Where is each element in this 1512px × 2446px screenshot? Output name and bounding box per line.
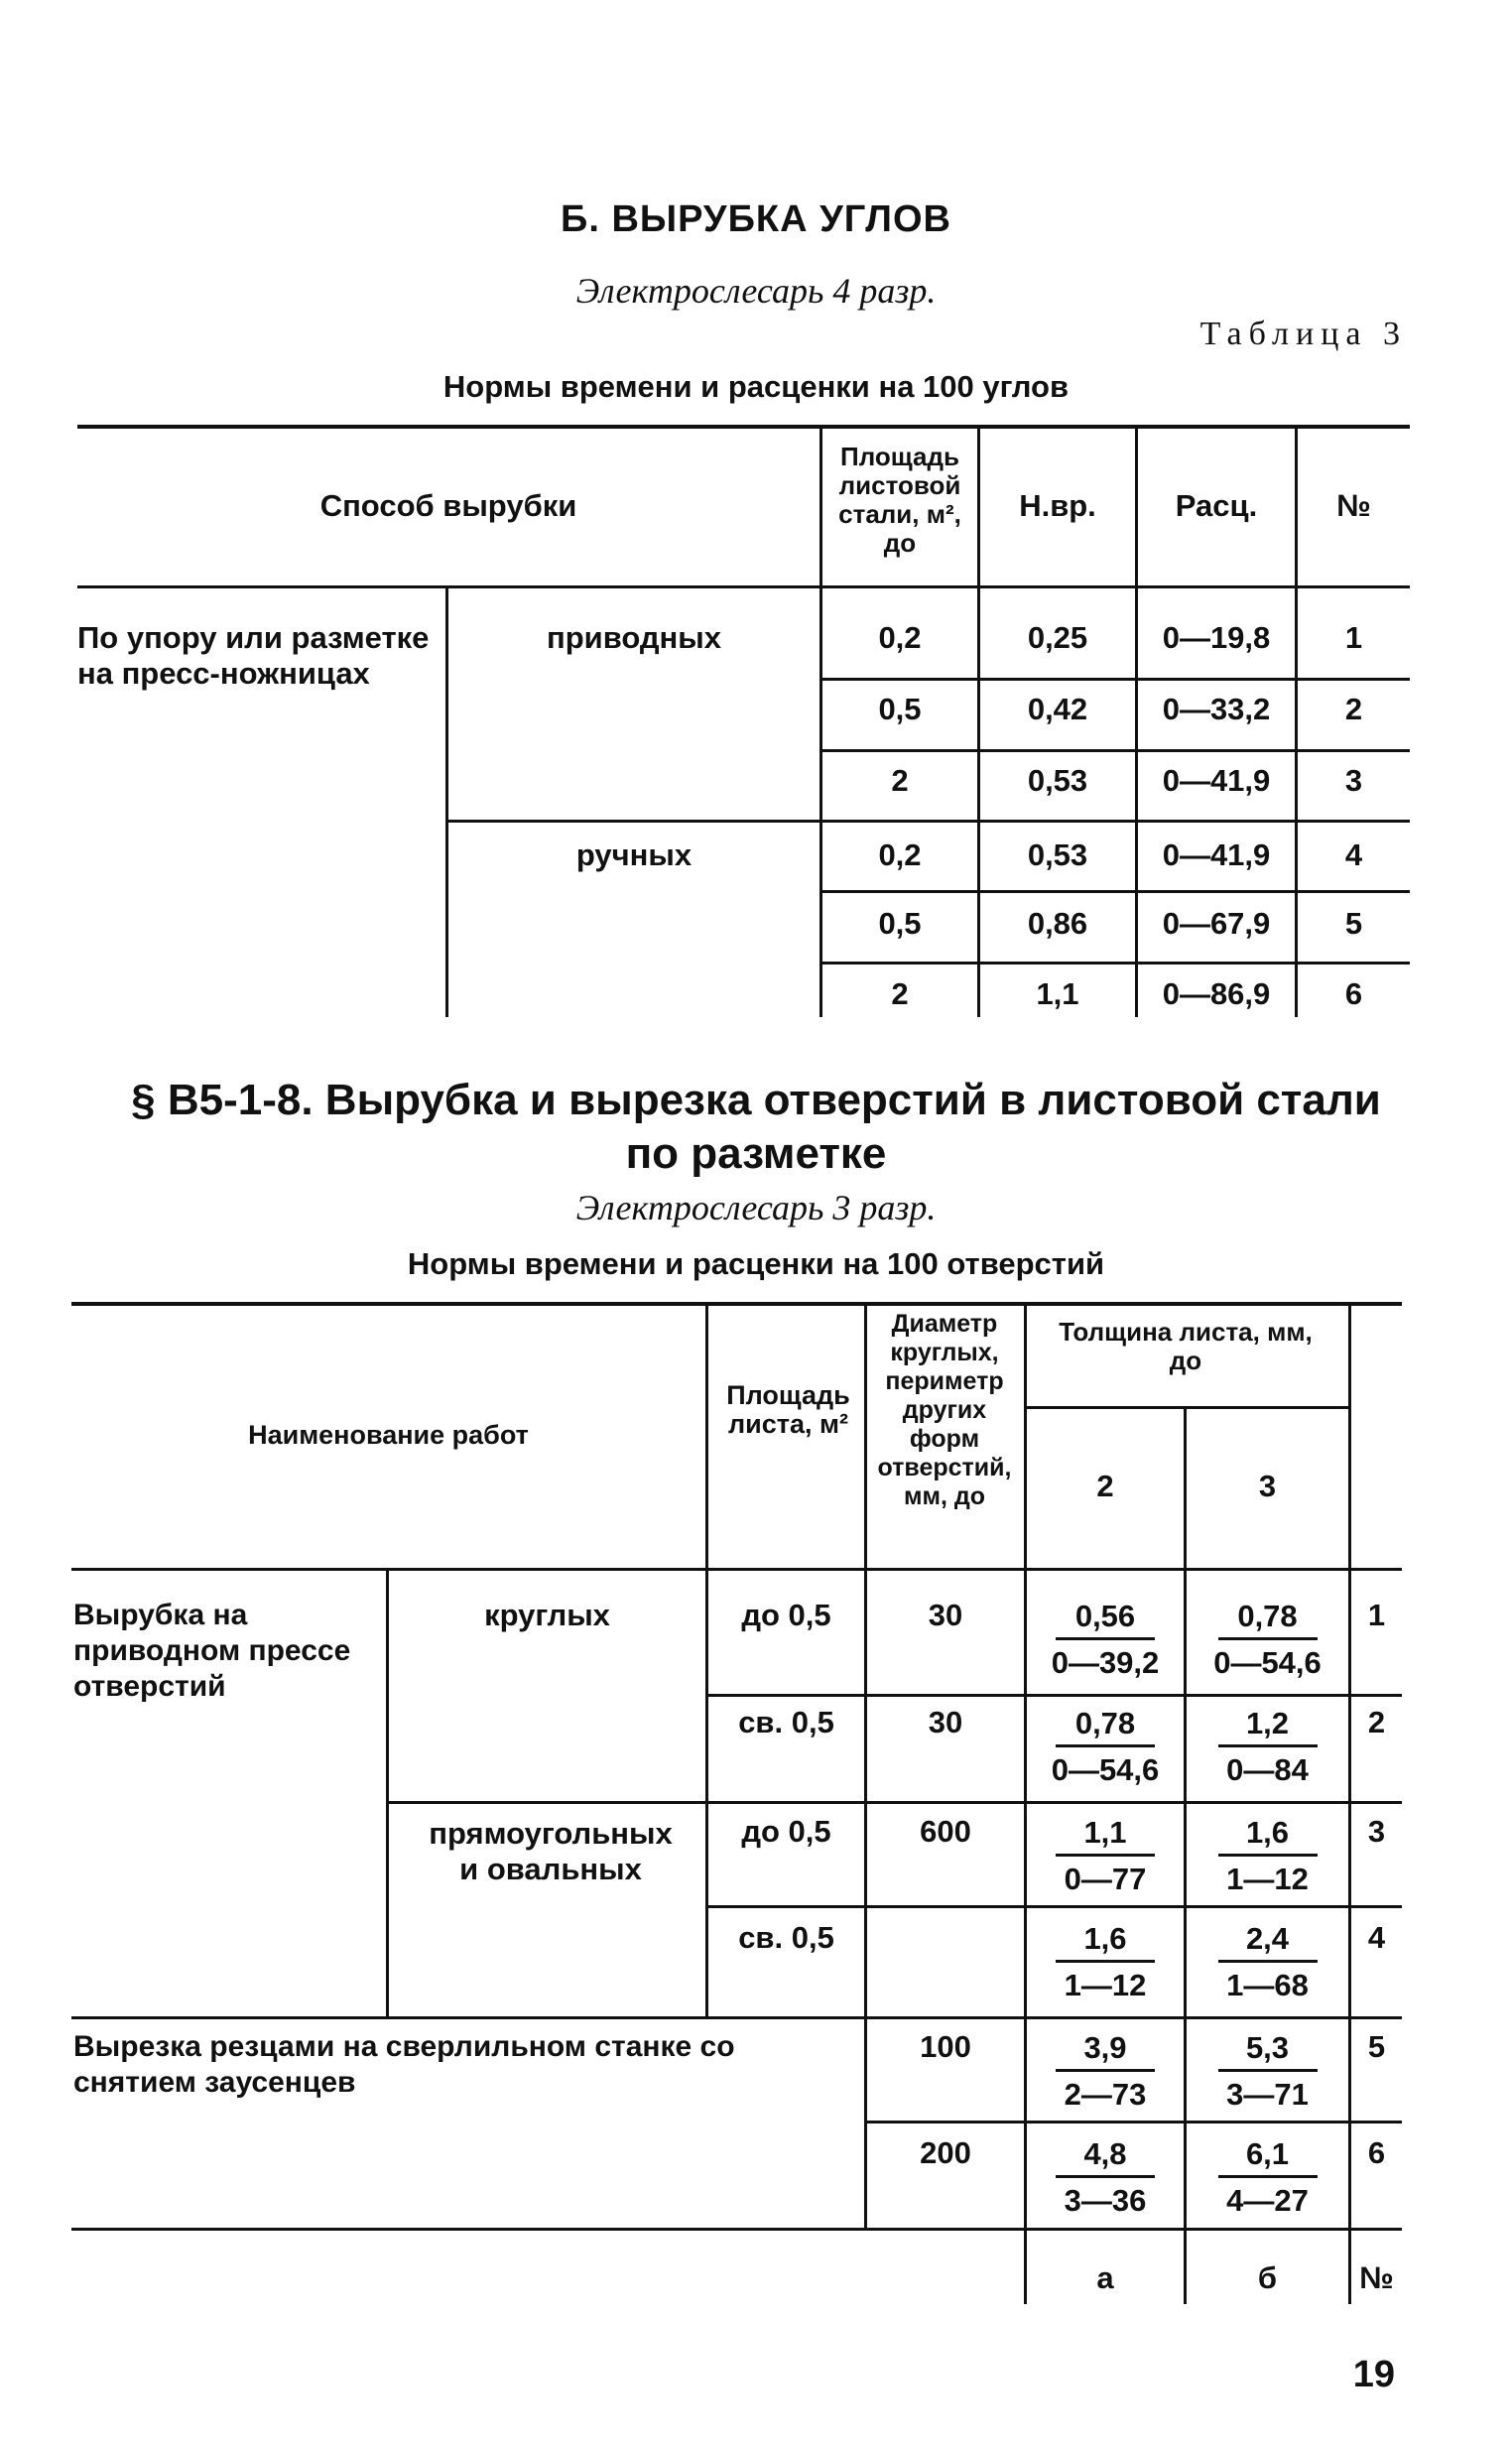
- header-area: Площадь листа, м²: [726, 1380, 850, 1439]
- header-thickness: Толщина листа, мм, до: [1059, 1317, 1313, 1375]
- cell-num: 1: [1367, 1598, 1386, 1632]
- fraction-bar: [1218, 1637, 1318, 1640]
- section-heading-line: по разметке: [625, 1129, 887, 1178]
- fraction-bar: [1218, 2069, 1318, 2072]
- rate-value: 1—12: [1064, 1968, 1147, 2002]
- cell-fraction-b: [1187, 2029, 1348, 2114]
- rate-value: 2—73: [1064, 2077, 1147, 2112]
- header-thickness-3: 3: [1258, 1469, 1277, 1503]
- column-letter-a: а: [1096, 2260, 1114, 2295]
- worker-grade: Электрослесарь 3 разр.: [575, 1188, 937, 1227]
- table-caption: Нормы времени и расценки на 100 углов: [442, 369, 1070, 404]
- header-area: Площадь листовой стали, м², до: [838, 442, 961, 558]
- cell-rate: 0—86,9: [1162, 976, 1271, 1011]
- header-rate: Расц.: [1175, 488, 1258, 523]
- cell-rate: 0—33,2: [1162, 692, 1271, 726]
- cell-area: 2: [891, 763, 909, 798]
- cell-diameter: 600: [920, 1814, 971, 1849]
- cell-norm: 0,86: [1027, 906, 1088, 941]
- cell-area: до 0,5: [741, 1598, 831, 1632]
- norm-value: 5,3: [1245, 2030, 1290, 2065]
- cell-rate: 0—67,9: [1162, 906, 1271, 941]
- rate-value: 3—36: [1064, 2183, 1147, 2218]
- fraction-bar: [1056, 2175, 1155, 2178]
- cell-rate: 0—41,9: [1162, 763, 1271, 798]
- cell-norm: 0,42: [1027, 692, 1088, 726]
- section-heading: Б. ВЫРУБКА УГЛОВ: [561, 198, 951, 240]
- fraction-bar: [1218, 1744, 1318, 1747]
- rate-value: 1—12: [1226, 1862, 1309, 1896]
- cell-num: 6: [1344, 976, 1363, 1011]
- header-thickness-2: 2: [1096, 1469, 1114, 1503]
- cell-num: 2: [1367, 1705, 1386, 1739]
- header-diameter: Диаметр круглых, периметр других форм отверстий, мм, до: [877, 1310, 1012, 1510]
- column-letter-b: б: [1257, 2260, 1278, 2295]
- cell-area: 0,5: [878, 692, 922, 726]
- worker-grade: Электрослесарь 4 разр.: [575, 271, 937, 311]
- cell-norm: 1,1: [1036, 976, 1079, 1011]
- fraction-bar: [1218, 1854, 1318, 1857]
- header-num: №: [1336, 488, 1371, 523]
- norm-value: 0,78: [1237, 1599, 1298, 1633]
- rate-value: 4—27: [1226, 2183, 1309, 2218]
- cell-num: 6: [1367, 2135, 1386, 2170]
- cell-num: 1: [1344, 620, 1363, 655]
- norm-value: 1,6: [1245, 1815, 1290, 1850]
- cell-num: 5: [1344, 906, 1363, 941]
- norm-value: 1,1: [1083, 1815, 1127, 1850]
- cell-area: 0,5: [878, 906, 922, 941]
- rate-value: 0—77: [1064, 1862, 1147, 1896]
- fraction-bar: [1056, 2069, 1155, 2072]
- cell-fraction-b: [1187, 1920, 1348, 2004]
- cell-fraction-a: [1027, 1920, 1184, 2004]
- cell-num: 2: [1344, 692, 1363, 726]
- cell-num: 3: [1367, 1814, 1386, 1849]
- cell-rate: 0—19,8: [1162, 620, 1271, 655]
- norm-value: 0,78: [1074, 1706, 1136, 1740]
- norm-value: 6,1: [1245, 2136, 1290, 2171]
- cell-num: 5: [1367, 2029, 1386, 2064]
- cell-rate: 0—41,9: [1162, 837, 1271, 872]
- rate-value: 0—54,6: [1051, 1752, 1160, 1787]
- table-caption: Нормы времени и расценки на 100 отверстий: [407, 1246, 1105, 1281]
- subgroup-label: прямоугольных и овальных: [429, 1816, 673, 1886]
- cell-norm: 0,53: [1027, 837, 1088, 872]
- row-group-label: Вырезка резцами на сверлильном станке со снятием заусенцев: [73, 2030, 735, 2099]
- cell-fraction-a: [1027, 1598, 1184, 1682]
- header-norm: Н.вр.: [1019, 488, 1096, 523]
- cell-norm: 0,25: [1027, 620, 1088, 655]
- norm-value: 3,9: [1083, 2030, 1127, 2065]
- subgroup-label: круглых: [484, 1598, 610, 1632]
- cell-num: 4: [1344, 837, 1363, 872]
- fraction-bar: [1218, 1960, 1318, 1963]
- subgroup-label: ручных: [575, 837, 693, 872]
- rate-value: 0—54,6: [1213, 1645, 1322, 1680]
- header-work: Наименование работ: [248, 1420, 529, 1450]
- fraction-bar: [1056, 1744, 1155, 1747]
- fraction-bar: [1056, 1637, 1155, 1640]
- norm-value: 2,4: [1245, 1921, 1290, 1956]
- table-label: Таблица 3: [1199, 316, 1407, 352]
- subgroup-label: приводных: [546, 620, 721, 655]
- row-group-label: По упору или разметке на пресс-ножницах: [77, 620, 430, 691]
- cell-fraction-b: [1187, 1814, 1348, 1898]
- cell-fraction-a: [1027, 1705, 1184, 1789]
- cell-fraction-a: [1027, 2029, 1184, 2114]
- cell-area: св. 0,5: [738, 1705, 834, 1739]
- cell-diameter: 100: [920, 2029, 971, 2064]
- section-heading: [0, 1074, 1512, 1181]
- rate-value: 0—84: [1226, 1752, 1309, 1787]
- cell-diameter: 200: [920, 2135, 971, 2170]
- rate-value: 0—39,2: [1051, 1645, 1160, 1680]
- fraction-bar: [1056, 1960, 1155, 1963]
- cell-num: 3: [1344, 763, 1363, 798]
- cell-fraction-b: [1187, 1705, 1348, 1789]
- cell-area: 0,2: [878, 837, 922, 872]
- cell-num: 4: [1367, 1920, 1386, 1955]
- fraction-bar: [1056, 1854, 1155, 1857]
- cell-fraction-b: [1187, 2135, 1348, 2220]
- cell-fraction-a: [1027, 1814, 1184, 1898]
- column-letter-num: №: [1359, 2260, 1394, 2295]
- cell-area: до 0,5: [741, 1814, 831, 1849]
- norm-value: 1,2: [1245, 1706, 1290, 1740]
- cell-diameter: 30: [928, 1598, 963, 1632]
- cell-area: св. 0,5: [738, 1920, 834, 1955]
- cell-area: 0,2: [878, 620, 922, 655]
- row-group-label: Вырубка на приводном прессе отверстий: [73, 1599, 351, 1703]
- norm-value: 4,8: [1083, 2136, 1127, 2171]
- cell-diameter: 30: [928, 1705, 963, 1739]
- norm-value: 0,56: [1074, 1599, 1136, 1633]
- page-number: 19: [1352, 2354, 1395, 2395]
- fraction-bar: [1218, 2175, 1318, 2178]
- cell-norm: 0,53: [1027, 763, 1088, 798]
- rate-value: 1—68: [1226, 1968, 1309, 2002]
- rate-value: 3—71: [1226, 2077, 1309, 2112]
- cell-area: 2: [891, 976, 909, 1011]
- cell-fraction-b: [1187, 1598, 1348, 1682]
- section-heading-line: § В5-1-8. Вырубка и вырезка отверстий в листовой стали: [131, 1076, 1381, 1124]
- cell-fraction-a: [1027, 2135, 1184, 2220]
- header-method: Способ вырубки: [319, 488, 577, 523]
- norm-value: 1,6: [1083, 1921, 1127, 1956]
